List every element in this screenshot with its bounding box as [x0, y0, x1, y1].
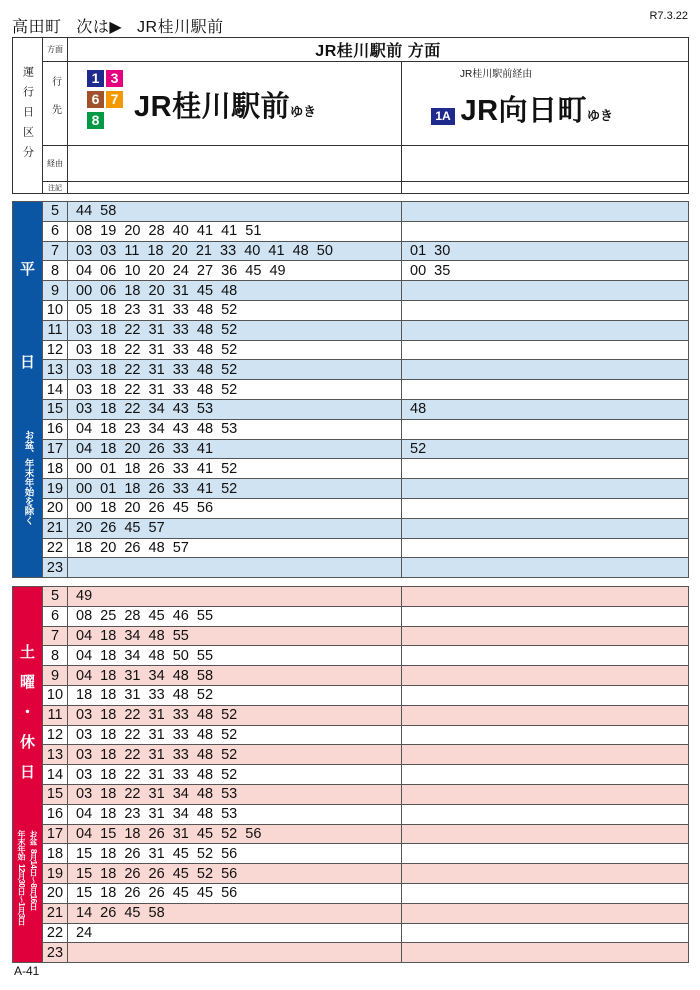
minutes-right: 48	[402, 399, 689, 419]
minutes-left: 08 19 20 28 40 41 41 51	[68, 221, 402, 241]
route-badges	[86, 69, 130, 132]
holiday-label-char: 休	[19, 734, 35, 751]
minutes-left: 03 18 22 34 43 53	[68, 399, 402, 419]
hour-row-19	[13, 864, 689, 884]
weekday-label-cell	[13, 202, 43, 578]
hour-row-23	[13, 943, 689, 963]
hour-cell: 23	[43, 943, 68, 963]
via-note: JR桂川駅前経由	[460, 69, 533, 80]
weekday-timetable	[12, 201, 689, 578]
hour-row-9	[13, 666, 689, 686]
minutes-left: 03 18 22 31 33 48 52	[68, 340, 402, 360]
hour-cell: 5	[43, 587, 68, 607]
hour-cell: 12	[43, 725, 68, 745]
hour-cell: 11	[43, 320, 68, 340]
minutes-right	[402, 221, 689, 241]
hour-cell: 17	[43, 439, 68, 459]
minutes-left: 15 18 26 26 45 45 56	[68, 883, 402, 903]
route-badge-8: 8	[87, 112, 104, 129]
newyear-dates: 12月30日〜1月3日	[17, 864, 26, 926]
minutes-left: 08 25 28 45 46 55	[68, 606, 402, 626]
hour-row-6	[13, 221, 689, 241]
holiday-timetable	[12, 586, 689, 963]
hour-row-12	[13, 725, 689, 745]
minutes-left: 03 18 22 31 33 48 52	[68, 320, 402, 340]
minutes-right	[402, 685, 689, 705]
minutes-right	[402, 844, 689, 864]
hour-row-12	[13, 340, 689, 360]
hour-row-8	[13, 261, 689, 281]
hour-row-11	[13, 320, 689, 340]
minutes-left	[68, 943, 402, 963]
via-label: 経由	[43, 146, 68, 182]
stop-header	[12, 14, 224, 37]
minutes-left: 24	[68, 923, 402, 943]
weekday-exception-note: お盆、年末年始を除く	[22, 430, 34, 525]
minutes-right	[402, 459, 689, 479]
hour-cell: 18	[43, 459, 68, 479]
hour-row-18	[13, 844, 689, 864]
next-stop: JR桂川駅前	[137, 19, 224, 36]
hour-row-16	[13, 419, 689, 439]
hour-row-6	[13, 606, 689, 626]
hour-row-16	[13, 804, 689, 824]
hour-cell: 8	[43, 261, 68, 281]
minutes-right	[402, 360, 689, 380]
minutes-left: 04 18 31 34 48 58	[68, 666, 402, 686]
hour-cell: 16	[43, 419, 68, 439]
hour-row-9	[13, 281, 689, 301]
minutes-right	[402, 419, 689, 439]
hour-cell: 10	[43, 300, 68, 320]
minutes-left: 04 18 23 34 43 48 53	[68, 419, 402, 439]
route-badge-1A: 1A	[431, 108, 455, 125]
minutes-right	[402, 903, 689, 923]
minutes-right	[402, 745, 689, 765]
hour-row-15	[13, 784, 689, 804]
minutes-left: 15 18 26 31 45 52 56	[68, 844, 402, 864]
hour-row-7	[13, 241, 689, 261]
via-left	[68, 146, 402, 182]
hour-row-10	[13, 685, 689, 705]
minutes-left: 20 26 45 57	[68, 518, 402, 538]
hour-row-18	[13, 459, 689, 479]
minutes-right	[402, 558, 689, 578]
minutes-left: 00 06 18 20 31 45 48	[68, 281, 402, 301]
minutes-left: 15 18 26 26 45 52 56	[68, 864, 402, 884]
hour-cell: 13	[43, 360, 68, 380]
minutes-left: 44 58	[68, 202, 402, 222]
minutes-right	[402, 587, 689, 607]
hour-cell: 11	[43, 705, 68, 725]
minutes-left: 04 15 18 26 31 45 52 56	[68, 824, 402, 844]
minutes-left: 03 18 22 31 33 48 52	[68, 725, 402, 745]
notes-left	[68, 182, 402, 194]
holiday-label-char: 土	[19, 644, 35, 661]
hour-cell: 19	[43, 864, 68, 884]
hour-cell: 5	[43, 202, 68, 222]
minutes-left: 00 18 20 26 45 56	[68, 498, 402, 518]
minutes-right	[402, 784, 689, 804]
hour-cell: 18	[43, 844, 68, 864]
minutes-right: 00 35	[402, 261, 689, 281]
hour-cell: 14	[43, 380, 68, 400]
hour-cell: 15	[43, 399, 68, 419]
minutes-left: 03 18 22 31 33 48 52	[68, 745, 402, 765]
hour-row-15	[13, 399, 689, 419]
minutes-right	[402, 824, 689, 844]
minutes-left: 49	[68, 587, 402, 607]
destination-right	[402, 62, 689, 146]
minutes-right	[402, 518, 689, 538]
hour-cell: 13	[43, 745, 68, 765]
route-badge-1: 1	[87, 70, 104, 87]
minutes-left: 03 18 22 31 33 48 52	[68, 765, 402, 785]
hour-row-8	[13, 646, 689, 666]
minutes-right	[402, 606, 689, 626]
operation-type-label: 運行日区分	[21, 65, 34, 166]
minutes-left: 04 06 10 20 24 27 36 45 49	[68, 261, 402, 281]
minutes-left: 04 18 23 31 34 48 53	[68, 804, 402, 824]
minutes-right	[402, 498, 689, 518]
hour-cell: 20	[43, 883, 68, 903]
minutes-right	[402, 864, 689, 884]
hour-cell: 21	[43, 518, 68, 538]
hour-row-14	[13, 765, 689, 785]
minutes-right	[402, 300, 689, 320]
minutes-left: 14 26 45 58	[68, 903, 402, 923]
current-stop: 高田町	[12, 19, 62, 36]
holiday-inclusion-note	[13, 830, 42, 925]
destination-name-right: JR向日町	[460, 95, 588, 127]
minutes-right	[402, 666, 689, 686]
minutes-right	[402, 943, 689, 963]
destination-suffix-right: ゆき	[587, 108, 614, 123]
hour-cell: 14	[43, 765, 68, 785]
hour-cell: 9	[43, 281, 68, 301]
direction-title: JR桂川駅前 方面	[68, 38, 689, 62]
minutes-left: 03 03 11 18 20 21 33 40 41 48 50	[68, 241, 402, 261]
hour-row-22	[13, 538, 689, 558]
hour-cell: 7	[43, 626, 68, 646]
hour-row-23	[13, 558, 689, 578]
minutes-left: 05 18 23 31 33 48 52	[68, 300, 402, 320]
hour-row-17	[13, 824, 689, 844]
next-label: 次は▶	[76, 19, 123, 36]
destination-suffix-left: ゆき	[290, 104, 317, 119]
obon-label: お盆	[29, 830, 38, 845]
minutes-right	[402, 202, 689, 222]
obon-dates: 8月14日〜8月16日	[29, 849, 38, 911]
hour-row-21	[13, 903, 689, 923]
minutes-right	[402, 804, 689, 824]
hour-cell: 22	[43, 923, 68, 943]
minutes-right	[402, 883, 689, 903]
notes-label: 注記	[43, 182, 68, 194]
minutes-right	[402, 281, 689, 301]
minutes-right	[402, 923, 689, 943]
weekday-label-char: 平	[19, 261, 35, 278]
minutes-right	[402, 725, 689, 745]
minutes-left: 03 18 22 31 33 48 52	[68, 380, 402, 400]
hour-row-7	[13, 626, 689, 646]
hour-cell: 10	[43, 685, 68, 705]
minutes-right	[402, 479, 689, 499]
houmen-label: 方面	[43, 38, 68, 62]
timetable-header	[12, 37, 689, 194]
minutes-left: 03 18 22 31 34 48 53	[68, 784, 402, 804]
destination-left	[68, 62, 402, 146]
destination-name-left: JR桂川駅前	[134, 91, 291, 123]
minutes-right	[402, 380, 689, 400]
hour-row-19	[13, 479, 689, 499]
route-badge-3: 3	[106, 70, 123, 87]
minutes-right	[402, 320, 689, 340]
hour-cell: 9	[43, 666, 68, 686]
holiday-label-char: 曜	[19, 674, 35, 691]
hour-cell: 21	[43, 903, 68, 923]
hour-row-22	[13, 923, 689, 943]
hour-row-20	[13, 498, 689, 518]
route-badge-7: 7	[106, 91, 123, 108]
minutes-right	[402, 705, 689, 725]
minutes-right	[402, 538, 689, 558]
hour-cell: 23	[43, 558, 68, 578]
minutes-left: 00 01 18 26 33 41 52	[68, 459, 402, 479]
hour-cell: 12	[43, 340, 68, 360]
hour-cell: 22	[43, 538, 68, 558]
newyear-label: 年末年始	[17, 830, 26, 860]
hour-cell: 15	[43, 784, 68, 804]
hour-row-10	[13, 300, 689, 320]
hour-cell: 17	[43, 824, 68, 844]
hour-cell: 16	[43, 804, 68, 824]
hour-row-17	[13, 439, 689, 459]
minutes-left: 04 18 34 48 55	[68, 626, 402, 646]
minutes-right: 52	[402, 439, 689, 459]
minutes-right	[402, 765, 689, 785]
hour-cell: 6	[43, 221, 68, 241]
hour-cell: 19	[43, 479, 68, 499]
hour-row-21	[13, 518, 689, 538]
minutes-right	[402, 340, 689, 360]
hour-cell: 8	[43, 646, 68, 666]
holiday-label-cell	[13, 587, 43, 963]
minutes-left: 18 18 31 33 48 52	[68, 685, 402, 705]
hour-cell: 7	[43, 241, 68, 261]
minutes-right	[402, 626, 689, 646]
page-number: A-41	[14, 964, 40, 978]
hour-cell: 6	[43, 606, 68, 626]
hour-row-11	[13, 705, 689, 725]
minutes-left: 04 18 34 48 50 55	[68, 646, 402, 666]
holiday-label-char: 日	[19, 764, 35, 781]
hour-row-13	[13, 745, 689, 765]
minutes-left: 00 01 18 26 33 41 52	[68, 479, 402, 499]
weekday-label-char: 日	[19, 354, 35, 371]
minutes-left: 03 18 22 31 33 48 52	[68, 360, 402, 380]
minutes-left: 03 18 22 31 33 48 52	[68, 705, 402, 725]
minutes-left: 18 20 26 48 57	[68, 538, 402, 558]
minutes-left: 04 18 20 26 33 41	[68, 439, 402, 459]
revision-date: R7.3.22	[649, 10, 688, 22]
notes-right	[402, 182, 689, 194]
destination-label: 行先	[43, 62, 68, 146]
via-right	[402, 146, 689, 182]
hour-row-5	[13, 202, 689, 222]
minutes-right: 01 30	[402, 241, 689, 261]
hour-row-14	[13, 380, 689, 400]
minutes-left	[68, 558, 402, 578]
hour-row-20	[13, 883, 689, 903]
hour-row-5	[13, 587, 689, 607]
hour-row-13	[13, 360, 689, 380]
holiday-label-char: ・	[19, 704, 35, 721]
operation-type-cell	[13, 38, 43, 194]
route-badge-6: 6	[87, 91, 104, 108]
minutes-right	[402, 646, 689, 666]
hour-cell: 20	[43, 498, 68, 518]
